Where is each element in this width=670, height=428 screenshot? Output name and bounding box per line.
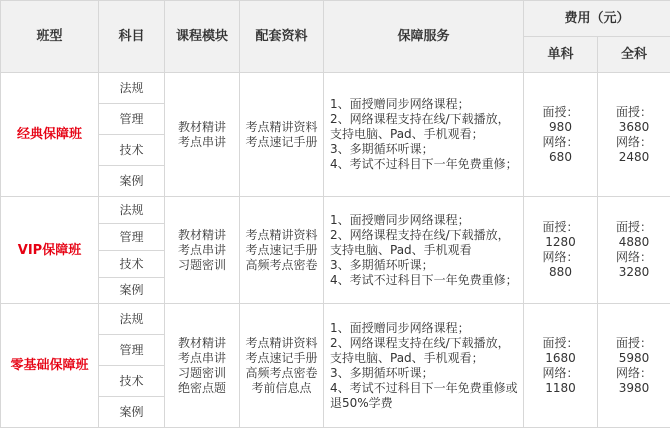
subject-cell: 管理	[99, 104, 165, 135]
services-cell-line: 2、网络课程支持在线/下载播放，支持电脑、Pad、手机观看；	[330, 336, 520, 366]
material-cell	[240, 304, 324, 428]
module-cell-line: 教材精讲	[167, 120, 237, 135]
services-cell	[324, 197, 524, 304]
services-cell-line: 2、网络课程支持在线/下载播放，支持电脑、Pad、手机观看；	[330, 112, 520, 142]
class-name-cell: 经典保障班	[1, 73, 99, 197]
single-fee-cell-line: 1680	[524, 351, 597, 366]
full-fee-cell-line: 3980	[598, 381, 670, 396]
material-cell	[240, 197, 324, 304]
material-cell-line: 考点速记手册	[242, 243, 321, 258]
full-fee-cell-line: 3280	[598, 265, 670, 280]
module-cell	[165, 197, 240, 304]
full-fee-cell-line: 4880	[598, 235, 670, 250]
services-cell-line: 4、考试不过科目下一年免费重修；	[330, 273, 520, 288]
table-row	[1, 73, 670, 104]
services-cell-line: 3、多期循环听课；	[330, 258, 520, 273]
single-fee-cell-line: 网络：	[524, 135, 597, 150]
material-cell-line: 考点精讲资料	[242, 336, 321, 351]
header-material: 配套资料	[240, 1, 324, 73]
subject-cell: 技术	[99, 135, 165, 166]
full-fee-cell	[598, 73, 670, 197]
subject-cell: 管理	[99, 335, 165, 366]
material-cell-line: 高频考点密卷	[242, 366, 321, 381]
services-cell-line: 3、多期循环听课；	[330, 366, 520, 381]
header-full-subject: 全科	[598, 37, 670, 73]
services-cell-line: 1、面授赠同步网络课程；	[330, 213, 520, 228]
single-fee-cell	[524, 73, 598, 197]
subject-cell: 案例	[99, 166, 165, 197]
table-row	[1, 304, 670, 335]
table-row	[1, 197, 670, 224]
single-fee-cell	[524, 304, 598, 428]
full-fee-cell-line: 网络：	[598, 250, 670, 265]
full-fee-cell-line: 2480	[598, 150, 670, 165]
full-fee-cell-line: 网络：	[598, 135, 670, 150]
header-subject: 科目	[99, 1, 165, 73]
full-fee-cell	[598, 197, 670, 304]
single-fee-cell-line: 1280	[524, 235, 597, 250]
subject-cell: 管理	[99, 224, 165, 251]
single-fee-cell-line: 网络：	[524, 250, 597, 265]
full-fee-cell-line: 面授：	[598, 105, 670, 120]
header-single-subject: 单科	[524, 37, 598, 73]
subject-cell: 法规	[99, 73, 165, 104]
single-fee-cell-line: 1180	[524, 381, 597, 396]
module-cell-line: 考点串讲	[167, 243, 237, 258]
material-cell-line: 考前信息点	[242, 381, 321, 396]
full-fee-cell-line: 面授：	[598, 220, 670, 235]
services-cell-line: 4、考试不过科目下一年免费重修；	[330, 157, 520, 172]
subject-cell: 法规	[99, 197, 165, 224]
material-cell-line: 考点精讲资料	[242, 120, 321, 135]
full-fee-cell-line: 3680	[598, 120, 670, 135]
module-cell-line: 教材精讲	[167, 336, 237, 351]
subject-cell: 法规	[99, 304, 165, 335]
class-name-cell: VIP保障班	[1, 197, 99, 304]
full-fee-cell-line: 5980	[598, 351, 670, 366]
subject-cell: 技术	[99, 251, 165, 278]
module-cell-line: 绝密点题	[167, 381, 237, 396]
single-fee-cell-line: 980	[524, 120, 597, 135]
full-fee-cell-line: 面授：	[598, 336, 670, 351]
single-fee-cell-line: 880	[524, 265, 597, 280]
services-cell	[324, 304, 524, 428]
header-fee: 费用（元）	[524, 1, 670, 37]
services-cell-line: 3、多期循环听课；	[330, 142, 520, 157]
material-cell-line: 考点速记手册	[242, 351, 321, 366]
single-fee-cell-line: 面授：	[524, 220, 597, 235]
subject-cell: 案例	[99, 397, 165, 428]
single-fee-cell-line: 680	[524, 150, 597, 165]
full-fee-cell-line: 网络：	[598, 366, 670, 381]
material-cell-line: 高频考点密卷	[242, 258, 321, 273]
services-cell-line: 4、考试不过科目下一年免费重修或退50%学费	[330, 381, 520, 411]
header-module: 课程模块	[165, 1, 240, 73]
single-fee-cell-line: 面授：	[524, 105, 597, 120]
single-fee-cell-line: 网络：	[524, 366, 597, 381]
services-cell-line: 1、面授赠同步网络课程；	[330, 97, 520, 112]
module-cell-line: 考点串讲	[167, 135, 237, 150]
subject-cell: 案例	[99, 278, 165, 304]
services-cell-line: 1、面授赠同步网络课程；	[330, 321, 520, 336]
module-cell	[165, 304, 240, 428]
module-cell-line: 习题密训	[167, 258, 237, 273]
material-cell-line: 考点精讲资料	[242, 228, 321, 243]
table-body	[1, 73, 670, 428]
material-cell	[240, 73, 324, 197]
material-cell-line: 考点速记手册	[242, 135, 321, 150]
module-cell-line: 习题密训	[167, 366, 237, 381]
header-class-type: 班型	[1, 1, 99, 73]
single-fee-cell-line: 面授：	[524, 336, 597, 351]
services-cell	[324, 73, 524, 197]
subject-cell: 技术	[99, 366, 165, 397]
module-cell-line: 教材精讲	[167, 228, 237, 243]
header-service: 保障服务	[324, 1, 524, 73]
class-name-cell: 零基础保障班	[1, 304, 99, 428]
single-fee-cell	[524, 197, 598, 304]
module-cell	[165, 73, 240, 197]
module-cell-line: 考点串讲	[167, 351, 237, 366]
full-fee-cell	[598, 304, 670, 428]
services-cell-line: 2、网络课程支持在线/下载播放，支持电脑、Pad、手机观看	[330, 228, 520, 258]
